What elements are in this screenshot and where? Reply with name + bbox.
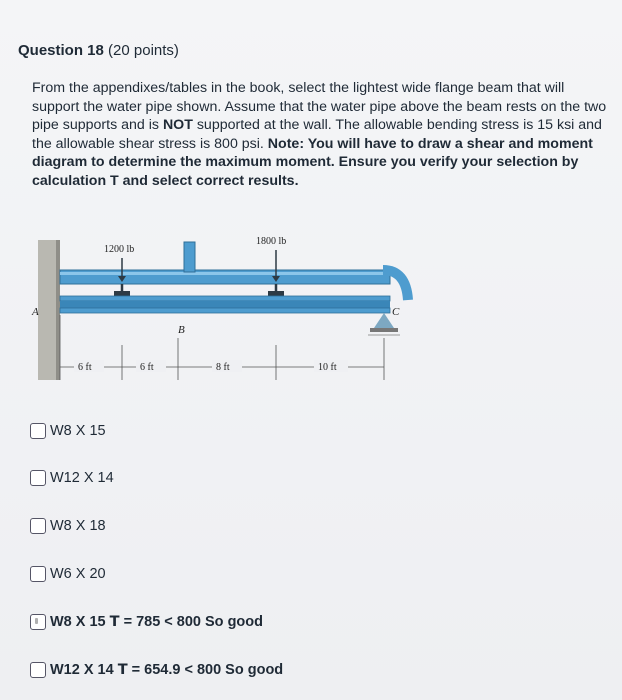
question-points: (20 points): [108, 42, 179, 59]
option-label: W8 X 15: [50, 423, 106, 439]
option-label: W8 X 18: [50, 518, 106, 534]
option-checkbox[interactable]: [30, 423, 46, 439]
option-checkbox[interactable]: [30, 662, 46, 678]
answer-option-1[interactable]: [30, 423, 106, 439]
support-c: [374, 313, 394, 328]
option-checkbox[interactable]: [30, 518, 46, 534]
answer-option-6[interactable]: [30, 662, 283, 678]
label-c: C: [392, 306, 400, 318]
option-label: W12 X 14: [50, 470, 114, 486]
option-tau-symbol: T: [109, 614, 120, 630]
answer-option-4[interactable]: [30, 566, 106, 582]
beam-diagram: [28, 220, 428, 390]
option-label: W6 X 20: [50, 566, 106, 582]
riser-pipe: [184, 242, 195, 272]
pipe-support-2-base: [268, 291, 284, 296]
option-checkbox[interactable]: [30, 614, 46, 630]
dim-label-1: 6 ft: [78, 362, 92, 373]
load-label-2: 1800 lb: [256, 236, 287, 247]
dim-label-4: 10 ft: [318, 362, 337, 373]
beam-bottom-flange: [60, 308, 390, 313]
question-body-note: Note: You will have to draw a shear and moment diagram to determine the maximum moment. Ensure you verify your selection by calculation T and select correct results.: [32, 135, 593, 189]
load-label-1: 1200 lb: [104, 244, 135, 255]
wall-face: [56, 240, 60, 380]
dim-label-2: 6 ft: [140, 362, 154, 373]
option-tau-symbol: T: [117, 662, 128, 678]
pipe-elbow: [383, 270, 408, 300]
option-label: W8 X 15: [50, 614, 106, 630]
answer-option-5[interactable]: [30, 614, 263, 630]
answer-option-2[interactable]: [30, 470, 114, 486]
answer-option-3[interactable]: [30, 518, 106, 534]
question-title: [18, 42, 179, 59]
option-calc: = 654.9 < 800 So good: [131, 662, 284, 678]
pipe-support-1-base: [114, 291, 130, 296]
option-label: W12 X 14: [50, 662, 114, 678]
support-c-base: [370, 328, 398, 332]
question-body-mid: supported at the wall. The allowable bending stress is 15 ksi and the allowable shear stress is 800 psi.: [32, 117, 602, 152]
dim-label-3: 8 ft: [216, 362, 230, 373]
question-body-not: NOT: [162, 117, 193, 134]
option-calc: = 785 < 800 So good: [123, 614, 263, 630]
beam-top-flange: [60, 296, 390, 301]
question-number: Question 18: [18, 42, 104, 59]
question-body-intro: From the appendixes/tables in the book, select the lightest wide flange beam that will support the water pipe shown. Assume that the water pipe above the beam rests on the two pipe supports and is: [32, 80, 607, 134]
option-checkbox[interactable]: [30, 566, 46, 582]
label-b: B: [178, 324, 185, 336]
question-body: [32, 79, 612, 191]
beam-web: [60, 301, 390, 308]
label-a: A: [32, 306, 39, 318]
water-pipe-highlight: [60, 272, 390, 275]
option-checkbox[interactable]: [30, 470, 46, 486]
